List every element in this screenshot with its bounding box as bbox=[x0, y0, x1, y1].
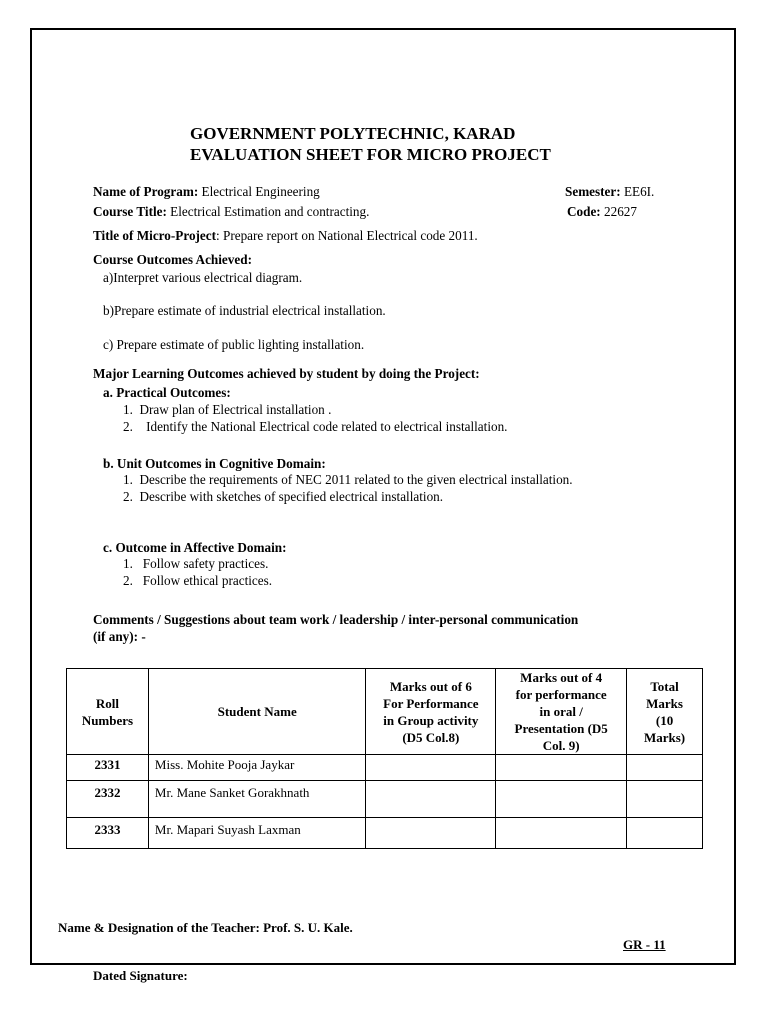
code-line bbox=[567, 204, 637, 220]
code-label: Code: bbox=[567, 204, 601, 219]
roll-number-cell: 2333 bbox=[67, 818, 149, 849]
table-header-row bbox=[67, 669, 703, 755]
comments-line-2: (if any): - bbox=[93, 629, 146, 644]
total-marks-cell[interactable] bbox=[627, 755, 703, 781]
outcome-marker: 2. bbox=[123, 573, 133, 588]
practical-outcomes-heading: a. Practical Outcomes: bbox=[103, 385, 231, 400]
micro-project-label: Title of Micro-Project bbox=[93, 228, 217, 243]
table-row bbox=[67, 818, 703, 849]
total-marks-cell[interactable] bbox=[627, 781, 703, 818]
header-line: Presentation (D5 bbox=[514, 721, 608, 736]
course-outcome-a bbox=[103, 270, 302, 286]
roll-number-cell: 2331 bbox=[67, 755, 149, 781]
outcome-text: Describe with sketches of specified electrical installation. bbox=[139, 489, 444, 504]
group-code: GR - 11 bbox=[623, 937, 666, 952]
header-line: Roll bbox=[95, 695, 120, 711]
outcome-marker: c) bbox=[103, 337, 114, 352]
teacher-label: Name & Designation of the Teacher: bbox=[58, 920, 260, 935]
outcome-text: Interpret various electrical diagram. bbox=[113, 270, 303, 285]
group-marks-cell[interactable] bbox=[366, 755, 496, 781]
outcome-marker: b) bbox=[103, 303, 114, 318]
semester-value: EE6I. bbox=[623, 184, 655, 199]
code-value: 22627 bbox=[604, 204, 637, 219]
roll-number-cell: 2332 bbox=[67, 781, 149, 818]
outcome-text: Follow safety practices. bbox=[142, 556, 269, 571]
cognitive-outcomes-heading: b. Unit Outcomes in Cognitive Domain: bbox=[103, 456, 326, 471]
header-line: Numbers bbox=[81, 712, 134, 728]
header-line: for performance bbox=[515, 687, 607, 702]
program-label: Name of Program: bbox=[93, 184, 199, 199]
header-group-marks bbox=[366, 669, 496, 755]
program-line bbox=[93, 184, 320, 200]
program-value: Electrical Engineering bbox=[201, 184, 320, 199]
header-student-name bbox=[148, 669, 366, 755]
cognitive-outcome-2 bbox=[123, 489, 443, 505]
cognitive-outcome-1 bbox=[123, 472, 573, 488]
header-line: (10 bbox=[655, 712, 674, 728]
header-oral-marks bbox=[496, 669, 627, 755]
course-title-label: Course Title: bbox=[93, 204, 167, 219]
oral-marks-cell[interactable] bbox=[496, 781, 627, 818]
institution-title: GOVERNMENT POLYTECHNIC, KARAD bbox=[190, 124, 516, 143]
semester-label: Semester: bbox=[565, 184, 621, 199]
semester-line bbox=[565, 184, 654, 200]
outcome-text: Prepare estimate of industrial electrical installation. bbox=[114, 303, 386, 318]
header-line: Marks out of 6 bbox=[389, 678, 472, 694]
course-title-value: Electrical Estimation and contracting. bbox=[170, 204, 370, 219]
outcome-text: Identify the National Electrical code related to electrical installation. bbox=[146, 419, 508, 434]
header-line: Marks) bbox=[643, 729, 686, 745]
outcome-text: Draw plan of Electrical installation . bbox=[139, 402, 332, 417]
teacher-line bbox=[58, 920, 353, 936]
comments-line-1: Comments / Suggestions about team work / leadership / inter-personal communication bbox=[93, 612, 579, 627]
practical-outcome-1 bbox=[123, 402, 331, 418]
oral-marks-cell[interactable] bbox=[496, 755, 627, 781]
header-line: (D5 Col.8) bbox=[402, 729, 460, 745]
outcome-text: Prepare estimate of public lighting installation. bbox=[116, 337, 365, 352]
course-title-line bbox=[93, 204, 369, 220]
teacher-name: Prof. S. U. Kale. bbox=[263, 920, 353, 935]
student-name-cell: Mr. Mane Sanket Gorakhnath bbox=[148, 781, 366, 818]
student-name-cell: Miss. Mohite Pooja Jaykar bbox=[148, 755, 366, 781]
header-line: Total bbox=[650, 678, 679, 694]
outcome-marker: 1. bbox=[123, 472, 133, 487]
affective-outcomes-heading: c. Outcome in Affective Domain: bbox=[103, 540, 287, 555]
header-line: Col. 9) bbox=[542, 738, 580, 753]
header-roll-numbers bbox=[67, 669, 149, 755]
micro-project-value: : Prepare report on National Electrical code 2011. bbox=[216, 228, 478, 243]
outcome-marker: 2. bbox=[123, 489, 133, 504]
affective-outcome-1 bbox=[123, 556, 268, 572]
marks-table bbox=[66, 668, 703, 849]
total-marks-cell[interactable] bbox=[627, 818, 703, 849]
table-row bbox=[67, 755, 703, 781]
major-outcomes-heading: Major Learning Outcomes achieved by student by doing the Project: bbox=[93, 366, 480, 381]
course-outcomes-heading: Course Outcomes Achieved: bbox=[93, 252, 252, 267]
outcome-text: Describe the requirements of NEC 2011 related to the given electrical installation. bbox=[139, 472, 573, 487]
sheet-title: EVALUATION SHEET FOR MICRO PROJECT bbox=[190, 145, 551, 164]
header-line: Marks bbox=[646, 695, 683, 711]
dated-signature-label: Dated Signature: bbox=[93, 968, 188, 983]
outcome-marker: 1. bbox=[123, 556, 133, 571]
practical-outcome-2 bbox=[123, 419, 507, 435]
outcome-text: Follow ethical practices. bbox=[142, 573, 273, 588]
course-outcome-c bbox=[103, 337, 364, 353]
header-line: Student Name bbox=[217, 704, 297, 719]
group-marks-cell[interactable] bbox=[366, 818, 496, 849]
course-outcome-b bbox=[103, 303, 386, 319]
group-marks-cell[interactable] bbox=[366, 781, 496, 818]
oral-marks-cell[interactable] bbox=[496, 818, 627, 849]
header-line: Marks out of 4 bbox=[520, 670, 603, 685]
affective-outcome-2 bbox=[123, 573, 272, 589]
header-total-marks bbox=[627, 669, 703, 755]
micro-project-line bbox=[93, 228, 478, 244]
outcome-marker: 1. bbox=[123, 402, 133, 417]
header-line: For Performance bbox=[383, 695, 479, 711]
outcome-marker: 2. bbox=[123, 419, 133, 434]
header-line: in oral / bbox=[539, 704, 583, 719]
outcome-marker: a) bbox=[103, 270, 114, 285]
header-line: in Group activity bbox=[383, 712, 479, 728]
table-row bbox=[67, 781, 703, 818]
student-name-cell: Mr. Mapari Suyash Laxman bbox=[148, 818, 366, 849]
